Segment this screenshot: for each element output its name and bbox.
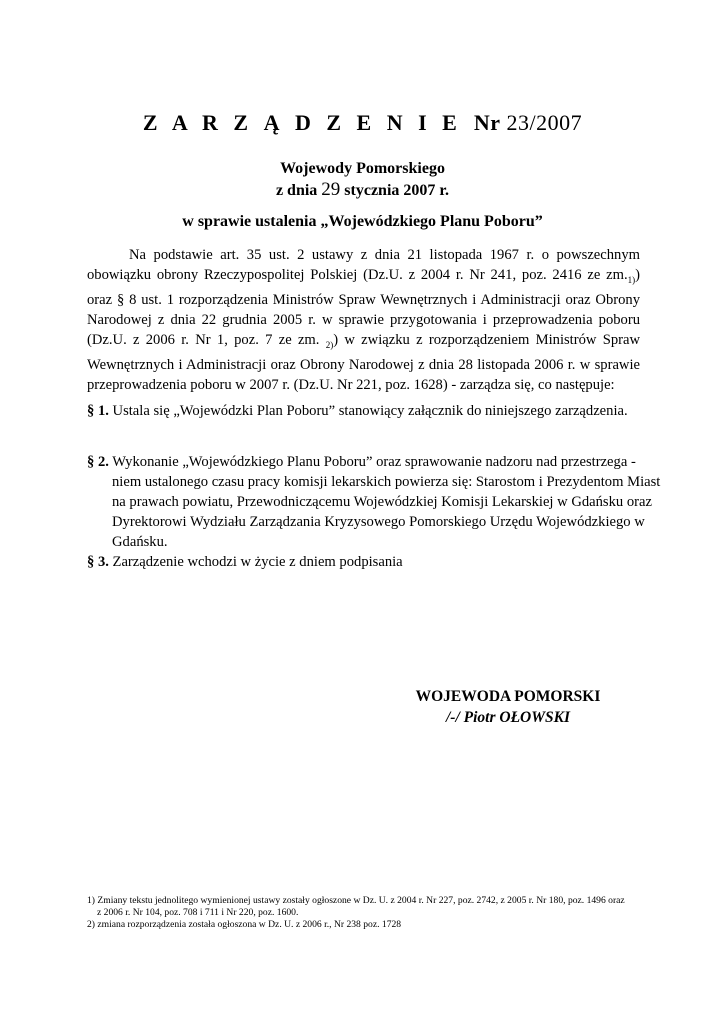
signature-block — [388, 686, 628, 728]
paragraph-3 — [87, 552, 642, 572]
title-word: Z A R Z Ą D Z E N I E — [142, 110, 462, 135]
document-title — [0, 110, 725, 136]
issuer: Wojewody Pomorskiego — [280, 160, 445, 177]
title-number: 23/2007 — [506, 110, 583, 135]
paragraph-text: Wykonanie „Wojewódzkiego Planu Poboru” oraz sprawowanie nadzoru nad przestrzega - niem ustalonego czasu pracy komisji lekarskich powierza się: Starostom i Prezydentom Miast na prawach powiatu, Przewodniczącemu Wojewódzkiej Komisji Lekarskiej w Gdańsku oraz Dyrektorowi Wydziału Zarządzania Kryzysowego Pomorskiego Urzędu Wojewódzkiego w Gdańsku. — [108, 454, 661, 550]
date-suffix: stycznia 2007 r. — [344, 182, 450, 199]
preamble-part3: ) w związku z rozporządzeniem Ministrów Spraw Wewnętrznych i Administracji oraz Obrony Narodowej z dnia 28 listopada 2006 r. w sprawie przeprowadzenia poboru w 2007 r. (Dz.U. Nr 221, poz. 1628) - zarządza się, co następuje: — [87, 331, 640, 393]
issue-date — [0, 179, 725, 201]
paragraph-text: Zarządzenie wchodzi w życie z dniem podpisania — [108, 554, 403, 570]
paragraph-2 — [87, 452, 667, 552]
date-day: 29 — [321, 179, 341, 200]
subject: w sprawie ustalenia „Wojewódzkiego Planu Poboru” — [182, 213, 543, 230]
paragraph-label: § 3. — [87, 554, 109, 570]
signature-office: WOJEWODA POMORSKI — [415, 688, 601, 705]
footnote-ref-1: 1) — [627, 274, 636, 285]
paragraph-1 — [87, 401, 642, 421]
date-prefix: z dnia — [275, 182, 318, 199]
preamble — [87, 245, 640, 395]
preamble-part2: ) oraz § 8 ust. 1 rozporządzenia Ministrów Spraw Wewnętrznych i Administracji oraz Obrony Narodowej z dnia 22 grudnia 2005 r. w sprawie przygotowania i przeprowadzenia poboru (Dz.U. z 2006 r. Nr 1, poz. 7 ze zm. — [87, 267, 640, 348]
preamble-part1: Na podstawie art. 35 ust. 2 ustawy z dnia 21 listopada 1967 r. o powszechnym obowiązku obrony Rzeczypospolitej Polskiej (Dz.U. z 2004 r. Nr 241, poz. 2416 ze zm. — [87, 247, 640, 283]
footnotes — [87, 895, 647, 931]
paragraph-label: § 2. — [87, 454, 109, 470]
signature-name: /-/ Piotr OŁOWSKI — [445, 709, 570, 726]
paragraph-label: § 1. — [87, 403, 109, 419]
paragraph-text: Ustala się „Wojewódzki Plan Poboru” stanowiący załącznik do niniejszego zarządzenia. — [108, 403, 628, 419]
title-nr: Nr — [473, 110, 501, 135]
footnote-1-line-2: z 2006 r. Nr 104, poz. 708 i 711 i Nr 220, poz. 1600. — [97, 907, 299, 918]
footnote-2: 2) zmiana rozporządzenia została ogłoszona w Dz. U. z 2006 r., Nr 238 poz. 1728 — [87, 919, 402, 930]
footnote-ref-2: 2) — [325, 339, 334, 350]
footnote-1-line-1: 1) Zmiany tekstu jednolitego wymienionej ustawy zostały ogłoszone w Dz. U. z 2004 r. Nr 227, poz. 2742, z 2005 r. Nr 180, poz. 1496 oraz — [87, 895, 625, 906]
